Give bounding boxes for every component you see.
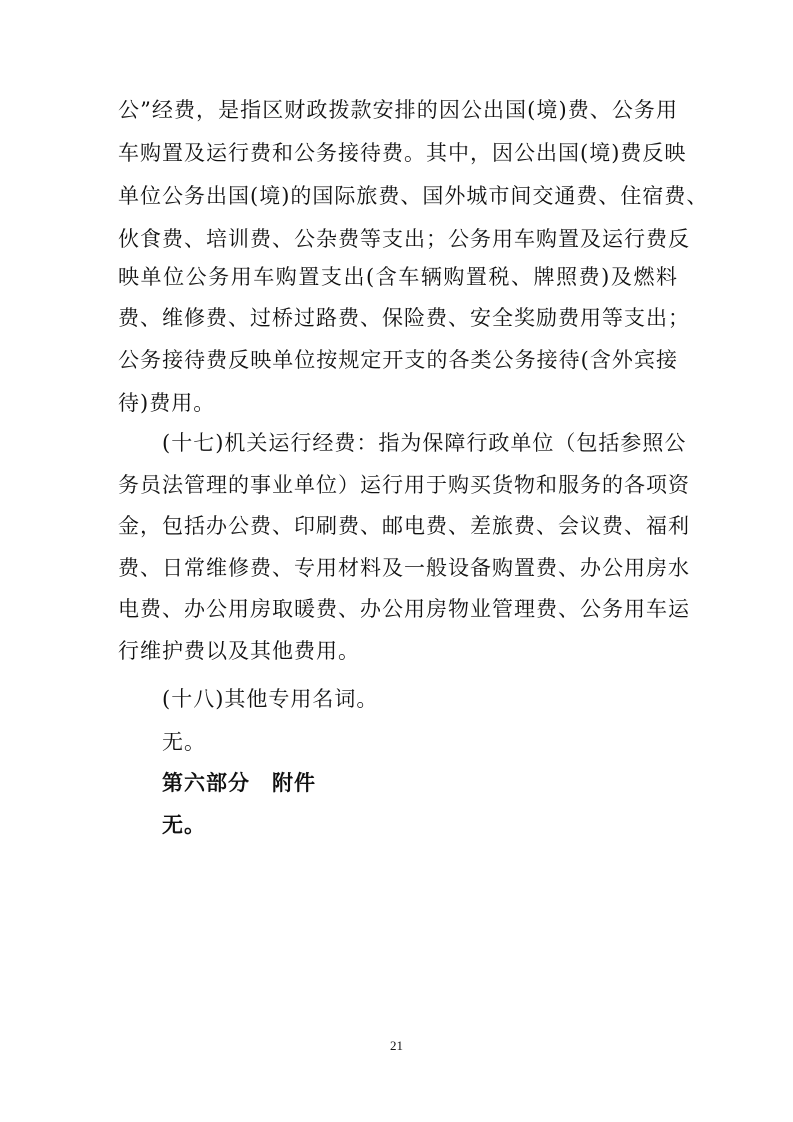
section-heading <box>162 768 316 798</box>
paragraph-line: 车购置及运行费和公务接待费。其中，因公出国(境)费反映 <box>118 141 687 165</box>
paragraph-line: 公务接待费反映单位按规定开支的各类公务接待(含外宾接 <box>118 348 678 372</box>
paragraph-line: 金，包括办公费、印刷费、邮电费、差旅费、会议费、福利 <box>118 514 690 538</box>
paragraph-line: 待)费用。 <box>118 391 216 415</box>
paragraph-line: 伙食费、培训费、公杂费等支出；公务用车购置及运行费反 <box>118 227 690 251</box>
paragraph-line: 映单位公务用车购置支出(含车辆购置税、牌照费)及燃料 <box>118 265 678 289</box>
paragraph-line: 费、维修费、过桥过路费、保险费、安全奖励费用等支出； <box>118 306 690 330</box>
section-part-label: 第六部分 <box>162 771 250 795</box>
paragraph-line: 务员法管理的事业单位）运行用于购买货物和服务的各项资 <box>118 473 690 497</box>
paragraph-line: 行维护费以及其他费用。 <box>118 639 360 663</box>
paragraph-line: 公”经费，是指区财政拨款安排的因公出国(境)费、公务用 <box>118 98 678 122</box>
paragraph-line: 电费、办公用房取暖费、办公用房物业管理费、公务用车运 <box>118 597 690 621</box>
page-number: 21 <box>390 1038 403 1053</box>
paragraph-line: (十七)机关运行经费：指为保障行政单位（包括参照公 <box>162 431 687 455</box>
paragraph-line: 单位公务出国(境)的国际旅费、国外城市间交通费、住宿费、 <box>118 184 709 208</box>
subsection-title: (十八)其他专用名词。 <box>162 687 379 711</box>
section-title: 附件 <box>272 771 316 795</box>
paragraph-line: 费、日常维修费、专用材料及一般设备购置费、办公用房水 <box>118 556 690 580</box>
paragraph-line: 无。 <box>162 813 206 837</box>
paragraph-line: 无。 <box>162 730 206 754</box>
